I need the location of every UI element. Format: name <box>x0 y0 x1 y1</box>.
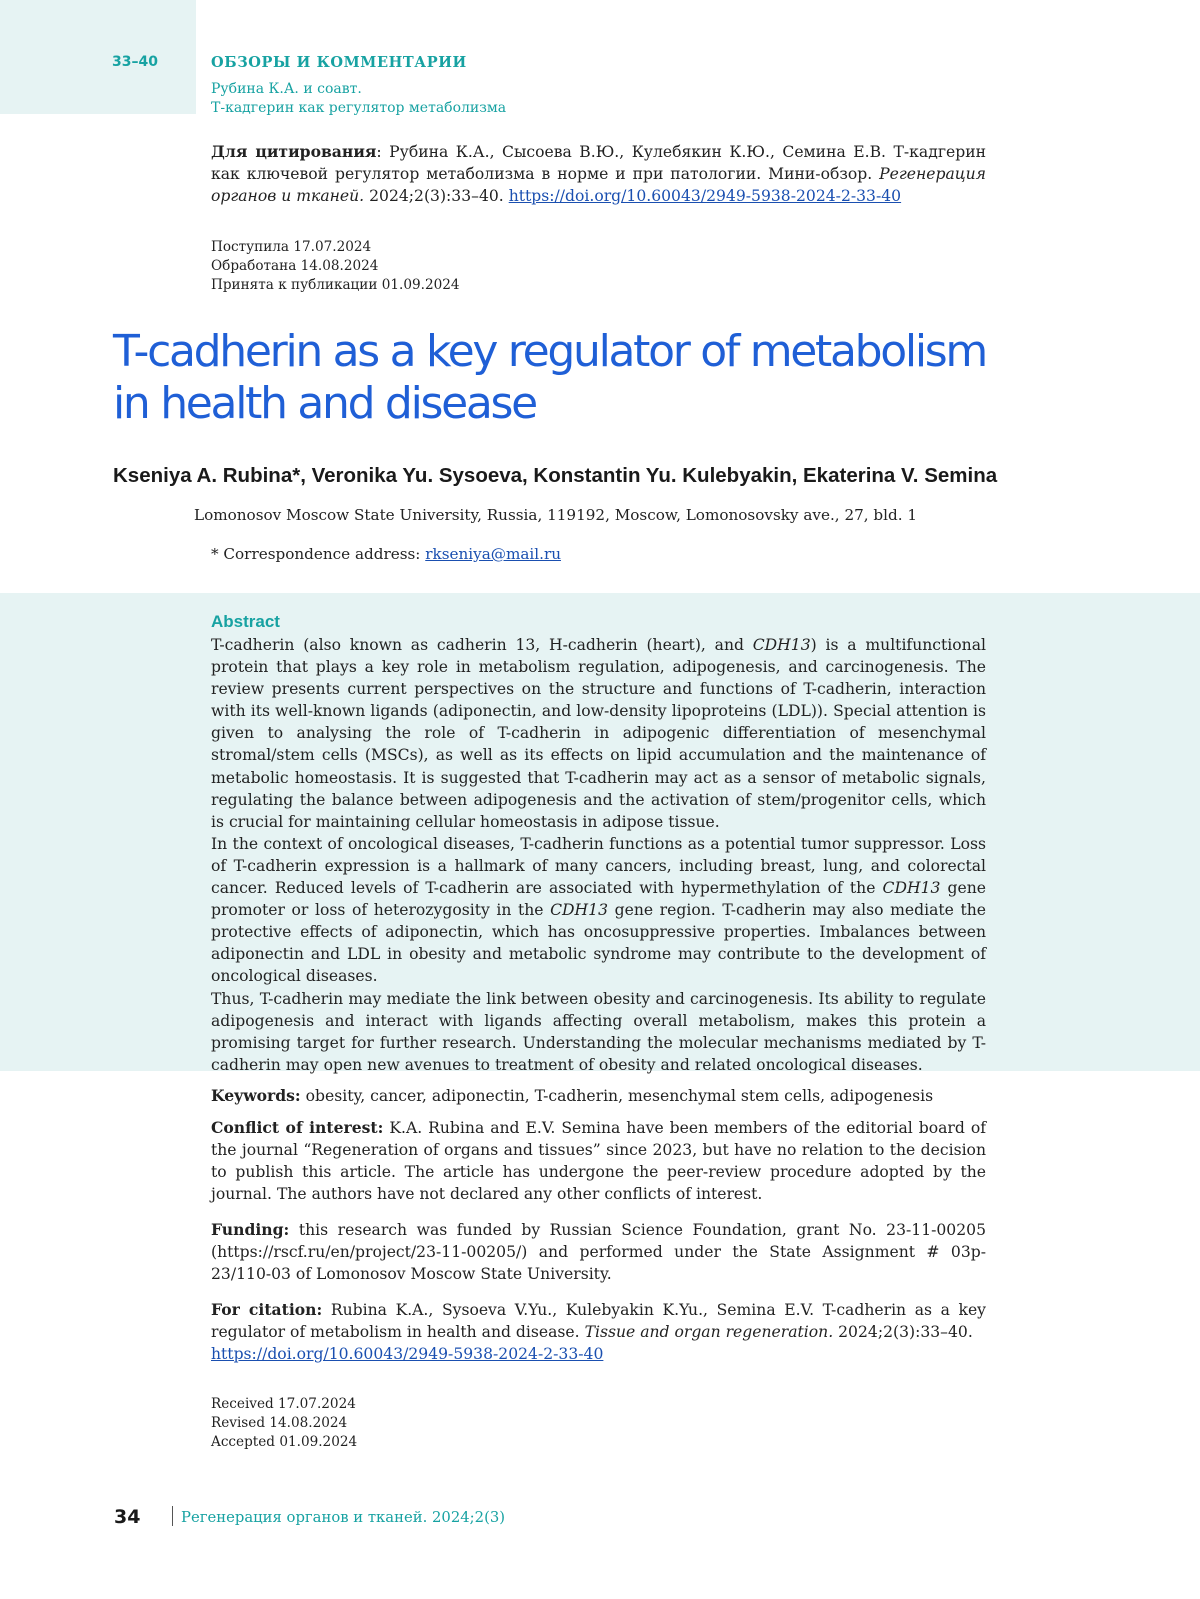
header-corner-box <box>0 0 196 114</box>
conflict-text: K.A. Rubina and E.V. Semina have been members of the editorial board of the journal “Regeneration of organs and tissues” since 2023, but have no relation to the decision to publish this article. The article has undergone the peer-review procedure adopted by the journal. The authors have not declared any other conflicts of interest. <box>211 1119 986 1203</box>
affiliation: Lomonosov Moscow State University, Russia, 119192, Moscow, Lomonosovsky ave., 27, bld. 1 <box>194 506 917 524</box>
keywords <box>211 1085 986 1107</box>
ru-citation-journal: Регенерация органов и тканей. <box>211 165 986 205</box>
ru-accepted-date: Принята к публикации 01.09.2024 <box>211 276 460 295</box>
ru-citation-doi-link[interactable]: https://doi.org/10.60043/2949-5938-2024-2-33-40 <box>509 187 901 205</box>
en-citation-text: Rubina K.A., Sysoeva V.Yu., Kulebyakin K.Yu., Semina E.V. T-cadherin as a key regulator of metabolism in health and disease. <box>211 1301 986 1341</box>
article-title-line1: T-cadherin as a key regulator of metabolism <box>113 326 986 377</box>
article-title <box>113 326 1013 430</box>
conflict-label: Conflict of interest: <box>211 1118 383 1137</box>
abstract-paragraph-1 <box>211 634 986 833</box>
ru-dates <box>211 238 460 295</box>
abstract-paragraph-3: Thus, T-cadherin may mediate the link between obesity and carcinogenesis. Its ability to regulate adipogenesis and interact with ligands affecting overall metabolism, makes this protein a promising target for further research. Understanding the molecular mechanisms mediated by T-cadherin may open new avenues to treatment of obesity and related oncological diseases. <box>211 988 986 1076</box>
conflict-of-interest <box>211 1117 986 1205</box>
section-title: ОБЗОРЫ И КОММЕНТАРИИ <box>211 54 467 71</box>
running-authors: Рубина К.А. и соавт. <box>211 80 506 99</box>
funding-text: this research was funded by Russian Science Foundation, grant No. 23-11-00205 (https://rscf.ru/en/project/23-11-00205/) and performed under the State Assignment # 03p-23/110-03 of Lomonosov Moscow State University. <box>211 1221 986 1283</box>
ru-received-date: Поступила 17.07.2024 <box>211 238 460 257</box>
ru-revised-date: Обработана 14.08.2024 <box>211 257 460 276</box>
abstract-body <box>211 634 986 1076</box>
ru-citation-year: 2024;2(3):33–40. <box>364 187 509 205</box>
article-title-line2: in health and disease <box>113 378 536 429</box>
running-title: Т-кадгерин как регулятор метаболизма <box>211 99 506 118</box>
keywords-label: Keywords: <box>211 1086 301 1105</box>
abstract-p1-end: ) is a multifunctional protein that plays a key role in metabolism regulation, adipogenesis, and carcinogenesis. The review presents current perspectives on the structure and functions of T-cadherin, interaction with its well-known ligands (adiponectin, and low-density lipoproteins (LDL)). Special attention is given to analysing the role of T-cadherin in adipogenic differentiation of mesenchymal stromal/stem cells (MSCs), as well as its effects on lipid accumulation and the maintenance of metabolic homeostasis. It is suggested that T-cadherin may act as a sensor of metabolic signals, regulating the balance between adipogenesis and the activation of stem/progenitor cells, which is crucial for maintaining cellular homeostasis in adipose tissue. <box>211 636 986 831</box>
funding-label: Funding: <box>211 1220 289 1239</box>
gene-name: CDH13 <box>753 636 811 654</box>
running-head <box>211 80 506 118</box>
abstract-heading: Abstract <box>211 612 280 632</box>
en-citation-doi-link[interactable]: https://doi.org/10.60043/2949-5938-2024-2-33-40 <box>211 1345 603 1363</box>
abstract-p1-start: T-cadherin (also known as cadherin 13, H-cadherin (heart), and <box>211 636 753 654</box>
en-citation-label: For citation: <box>211 1300 322 1319</box>
page-range: 33–40 <box>112 54 158 70</box>
authors: Kseniya A. Rubina*, Veronika Yu. Sysoeva, Konstantin Yu. Kulebyakin, Ekaterina V. Semina <box>113 464 1113 488</box>
en-revised-date: Revised 14.08.2024 <box>211 1414 357 1433</box>
en-accepted-date: Accepted 01.09.2024 <box>211 1433 357 1452</box>
ru-citation-label: Для цитирования <box>211 142 376 161</box>
abstract-p2-middle: gene promoter or loss of heterozygosity in the <box>211 879 986 919</box>
en-citation-year: 2024;2(3):33–40. <box>833 1323 973 1341</box>
gene-name: CDH13 <box>550 901 608 919</box>
abstract-paragraph-2 <box>211 833 986 988</box>
footer-journal: Регенерация органов и тканей. 2024;2(3) <box>181 1509 505 1526</box>
keywords-text: obesity, cancer, adiponectin, T-cadherin, mesenchymal stem cells, adipogenesis <box>301 1087 933 1105</box>
footer-divider <box>172 1506 173 1526</box>
en-citation-journal: Tissue and organ regeneration. <box>585 1323 834 1341</box>
correspondence-label: * Correspondence address: <box>211 545 425 563</box>
funding <box>211 1219 986 1285</box>
page-number: 34 <box>114 1506 140 1528</box>
abstract-p2-end: gene region. T-cadherin may also mediate the protective effects of adiponectin, which has oncosuppressive properties. Imbalances between adiponectin and LDL in obesity and metabolic syndrome may contribute to the development of oncological diseases. <box>211 901 986 985</box>
correspondence-email-link[interactable]: rkseniya@mail.ru <box>425 545 561 563</box>
en-dates <box>211 1395 357 1452</box>
abstract-p2-start: In the context of oncological diseases, T-cadherin functions as a potential tumor suppressor. Loss of T-cadherin expression is a hallmark of many cancers, including breast, lung, and colorectal cancer. Reduced levels of T-cadherin are associated with hypermethylation of the <box>211 835 986 897</box>
en-received-date: Received 17.07.2024 <box>211 1395 357 1414</box>
en-citation <box>211 1299 986 1365</box>
gene-name: CDH13 <box>883 879 941 897</box>
correspondence <box>211 545 561 563</box>
ru-citation <box>211 141 986 207</box>
ru-citation-text: : Рубина К.А., Сысоева В.Ю., Кулебякин К.Ю., Семина Е.В. Т-кадгерин как ключевой регулятор метаболизма в норме и при патологии. Мини-обзор. <box>211 143 986 183</box>
